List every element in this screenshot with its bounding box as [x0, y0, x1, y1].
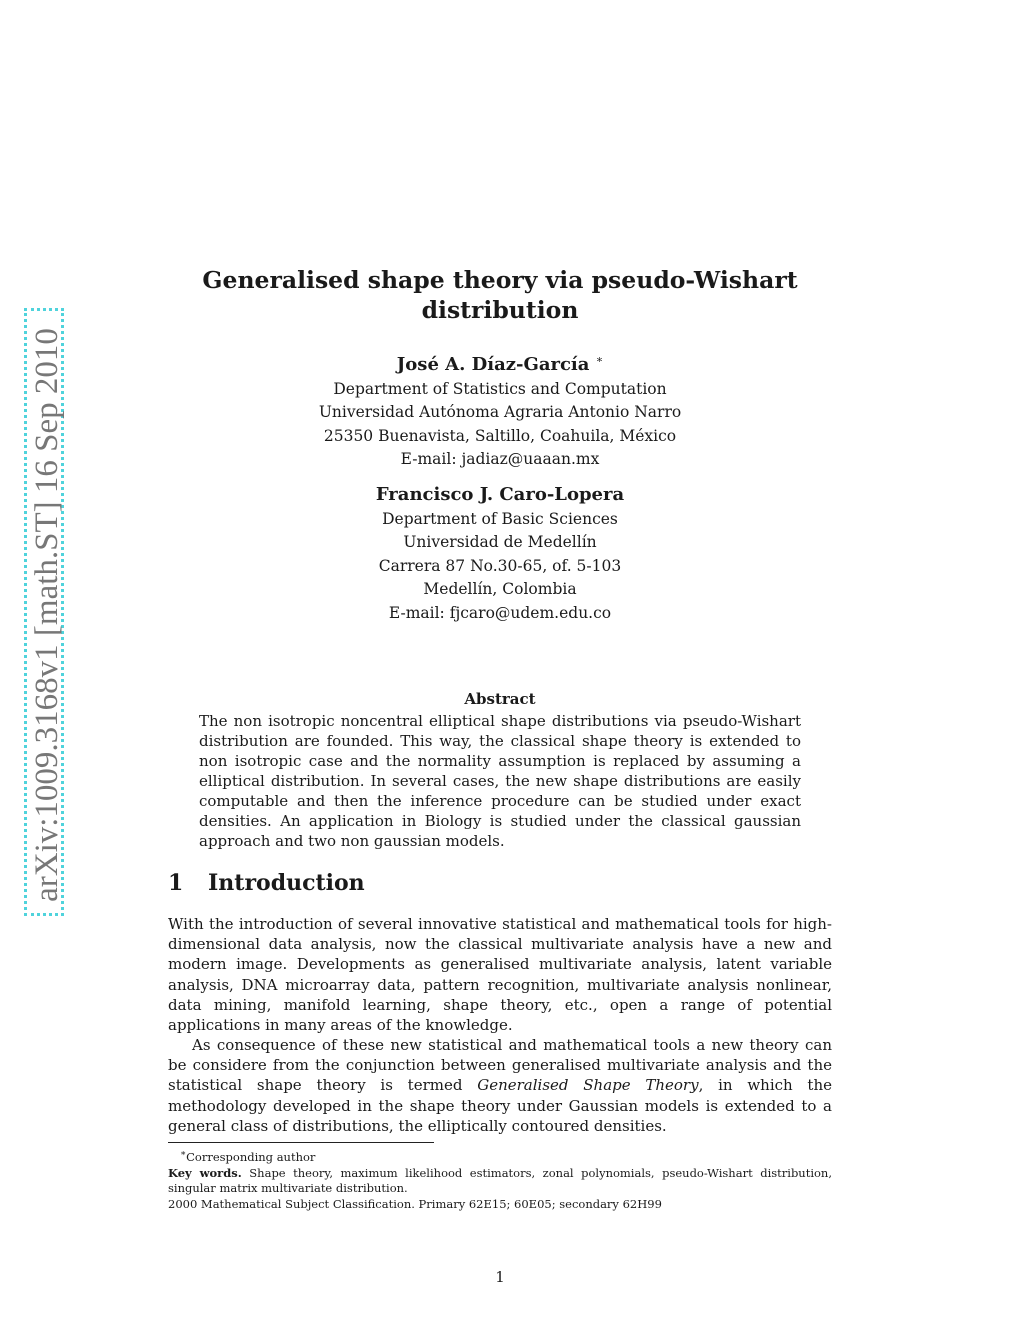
keywords-label: Key words.	[168, 1165, 242, 1180]
author-name	[0, 347, 1000, 378]
author-2-email: E-mail: fjcaro@udem.edu.co	[388, 603, 612, 622]
footnote-corresponding	[168, 1147, 832, 1166]
section-title: Introduction	[208, 870, 365, 896]
paper-title	[0, 265, 1000, 325]
paragraph-2-end: , in which the methodology developed in the shape theory under Gaussian models is extended to a general class of distributions, the elliptically contoured densities.	[168, 1076, 832, 1135]
footnotes	[168, 1147, 832, 1213]
author-1-department: Department of Statistics and Computation	[333, 380, 667, 398]
abstract-text: The non isotropic noncentral elliptical shape distributions via pseudo-Wishart distribution are founded. This way, the classical shape theory is extended to non isotropic case and the normality assumption is replaced by assuming a elliptical distribution. In several cases, the new shape distributions are easily computable and then the inference procedure can be studied under exact densities. An application in Biology is studied under the classical gaussian approach and two non gaussian models.	[199, 712, 801, 850]
author-2-department: Department of Basic Sciences	[382, 510, 618, 528]
author-2-address: Carrera 87 No.30-65, of. 5-103	[378, 556, 622, 575]
footnote-rule	[168, 1142, 434, 1143]
footnote-mark: ∗	[180, 1149, 187, 1159]
corresponding-mark: ∗	[595, 353, 604, 366]
footnote-keywords	[168, 1166, 832, 1198]
author-1-email: E-mail: jadiaz@uaaan.mx	[400, 450, 600, 469]
title-line-2: distribution	[421, 296, 579, 324]
author-block-1	[0, 347, 1000, 472]
title-line-1: Generalised shape theory via pseudo-Wishart	[202, 266, 798, 294]
section-number: 1	[168, 870, 184, 896]
author-1-address: 25350 Buenavista, Saltillo, Coahuila, México	[323, 426, 677, 445]
author-block-2	[0, 482, 1000, 625]
abstract-heading: Abstract	[464, 690, 536, 708]
footnote-msc: 2000 Mathematical Subject Classification. Primary 62E15; 60E05; secondary 62H99	[168, 1197, 662, 1212]
section-heading	[168, 870, 365, 896]
paragraph-2	[168, 1035, 832, 1136]
footnote-corresponding-text: Corresponding author	[186, 1149, 316, 1164]
page-number: 1	[495, 1268, 505, 1286]
paragraph-1: With the introduction of several innovative statistical and mathematical tools for high-dimensional data analysis, now the classical multivariate analysis have a new and modern image. Developments as generalised multivariate analysis, latent variable analysis, DNA microarray data, pattern recognition, multivariate analysis nonlinear, data mining, manifold learning, shape theory, etc., open a range of potential applications in many areas of the knowledge.	[168, 915, 832, 1035]
keywords-text: Shape theory, maximum likelihood estimators, zonal polynomials, pseudo-Wishart distribution, singular matrix multivariate distribution.	[168, 1165, 832, 1196]
author-1-university: Universidad Autónoma Agraria Antonio Narro	[318, 403, 682, 422]
author-2-city: Medellín, Colombia	[423, 580, 577, 599]
emphasized-term: Generalised Shape Theory	[477, 1076, 699, 1095]
paragraph-2-start: As consequence of these new statistical and mathematical tools a new theory can be considere from the conjunction between generalised multivariate analysis and the statistical shape theory is termed	[168, 1036, 832, 1095]
author-1-name: José A. Díaz-García	[396, 354, 590, 375]
arxiv-identifier: arXiv:1009.3168v1 [math.ST] 16 Sep 2010	[29, 328, 65, 902]
author-2-name: Francisco J. Caro-Lopera	[375, 484, 625, 505]
author-2-university: Universidad de Medellín	[403, 533, 597, 552]
